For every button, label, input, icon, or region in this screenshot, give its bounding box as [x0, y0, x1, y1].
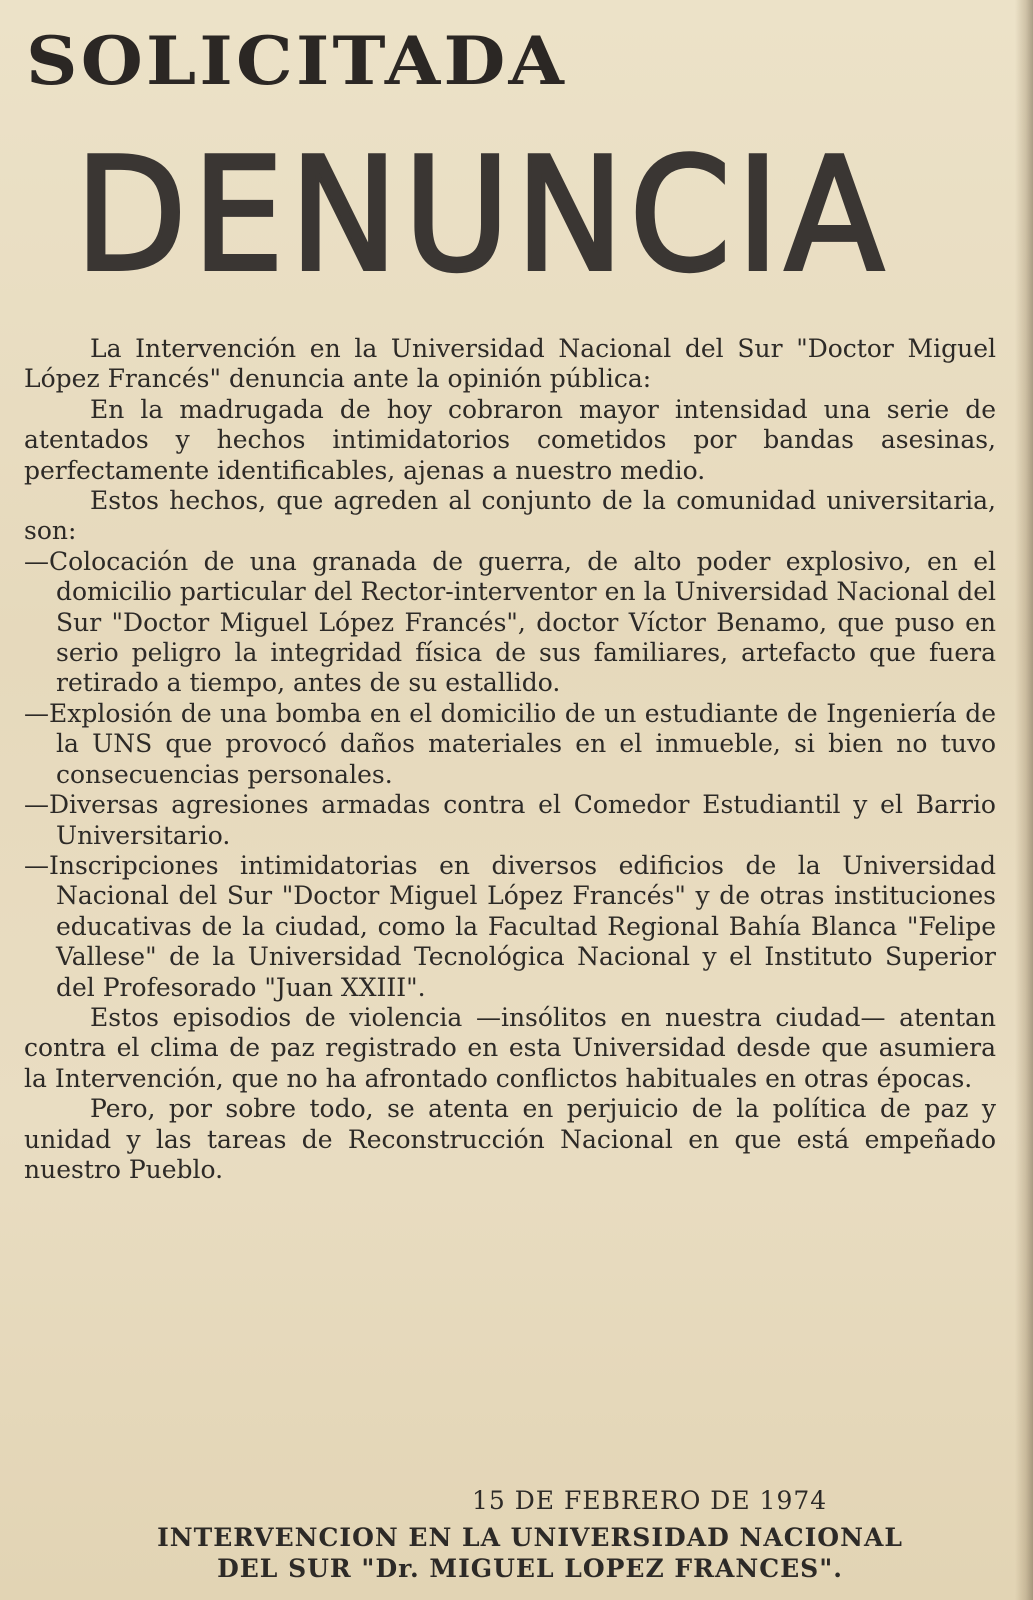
signature-block	[70, 1522, 990, 1584]
section-kicker: SOLICITADA	[26, 22, 568, 100]
intro-paragraph: La Intervención en la Universidad Nacional del Sur "Doctor Miguel López Francés" denuncia ante la opinión pública:	[24, 334, 996, 394]
paragraph-3: Estos episodios de violencia —insólitos en nuestra ciudad— atentan contra el clima de paz registrado en esta Universidad desde que asumiera la Intervención, que no ha afrontado conflictos habituales en otras épocas.	[24, 1002, 996, 1093]
headline: DENUNCIA	[75, 124, 890, 306]
paragraph-1: En la madrugada de hoy cobraron mayor intensidad una serie de atentados y hechos intimidatorios cometidos por bandas asesinas, perfectamente identificables, ajenas a nuestro medio.	[24, 394, 996, 485]
list-item: —Colocación de una granada de guerra, de alto poder explosivo, en el domicilio particular del Rector-interventor en la Universidad Nacional del Sur "Doctor Miguel López Francés", doctor Víctor Benamo, que puso en serio peligro la integridad física de sus familiares, artefacto que fuera retirado a tiempo, antes de su estallido.	[24, 546, 996, 698]
publication-date: 15 DE FEBRERO DE 1974	[472, 1486, 828, 1515]
paper-edge-shadow	[1015, 0, 1033, 1600]
list-item: —Inscripciones intimidatorias en diversos edificios de la Universidad Nacional del Sur "Doctor Miguel López Francés" y de otras instituciones educativas de la ciudad, como la Facultad Regional Bahía Blanca "Felipe Vallese" de la Universidad Tecnológica Nacional y el Instituto Superior del Profesorado "Juan XXIII".	[24, 850, 996, 1002]
list-item: —Explosión de una bomba en el domicilio de un estudiante de Ingeniería de la UNS que provocó daños materiales en el inmueble, si bien no tuvo consecuencias personales.	[24, 698, 996, 789]
paragraph-4: Pero, por sobre todo, se atenta en perjuicio de la política de paz y unidad y las tareas de Reconstrucción Nacional en que está empeñado nuestro Pueblo.	[24, 1094, 996, 1184]
list-item: —Diversas agresiones armadas contra el Comedor Estudiantil y el Barrio Universitario.	[24, 790, 996, 850]
paragraph-2: Estos hechos, que agreden al conjunto de la comunidad universitaria, son:	[24, 486, 996, 546]
article-body	[24, 334, 996, 1185]
signature-line-2: DEL SUR "Dr. MIGUEL LOPEZ FRANCES".	[217, 1554, 843, 1583]
signature-line-1: INTERVENCION EN LA UNIVERSIDAD NACIONAL	[157, 1523, 903, 1552]
